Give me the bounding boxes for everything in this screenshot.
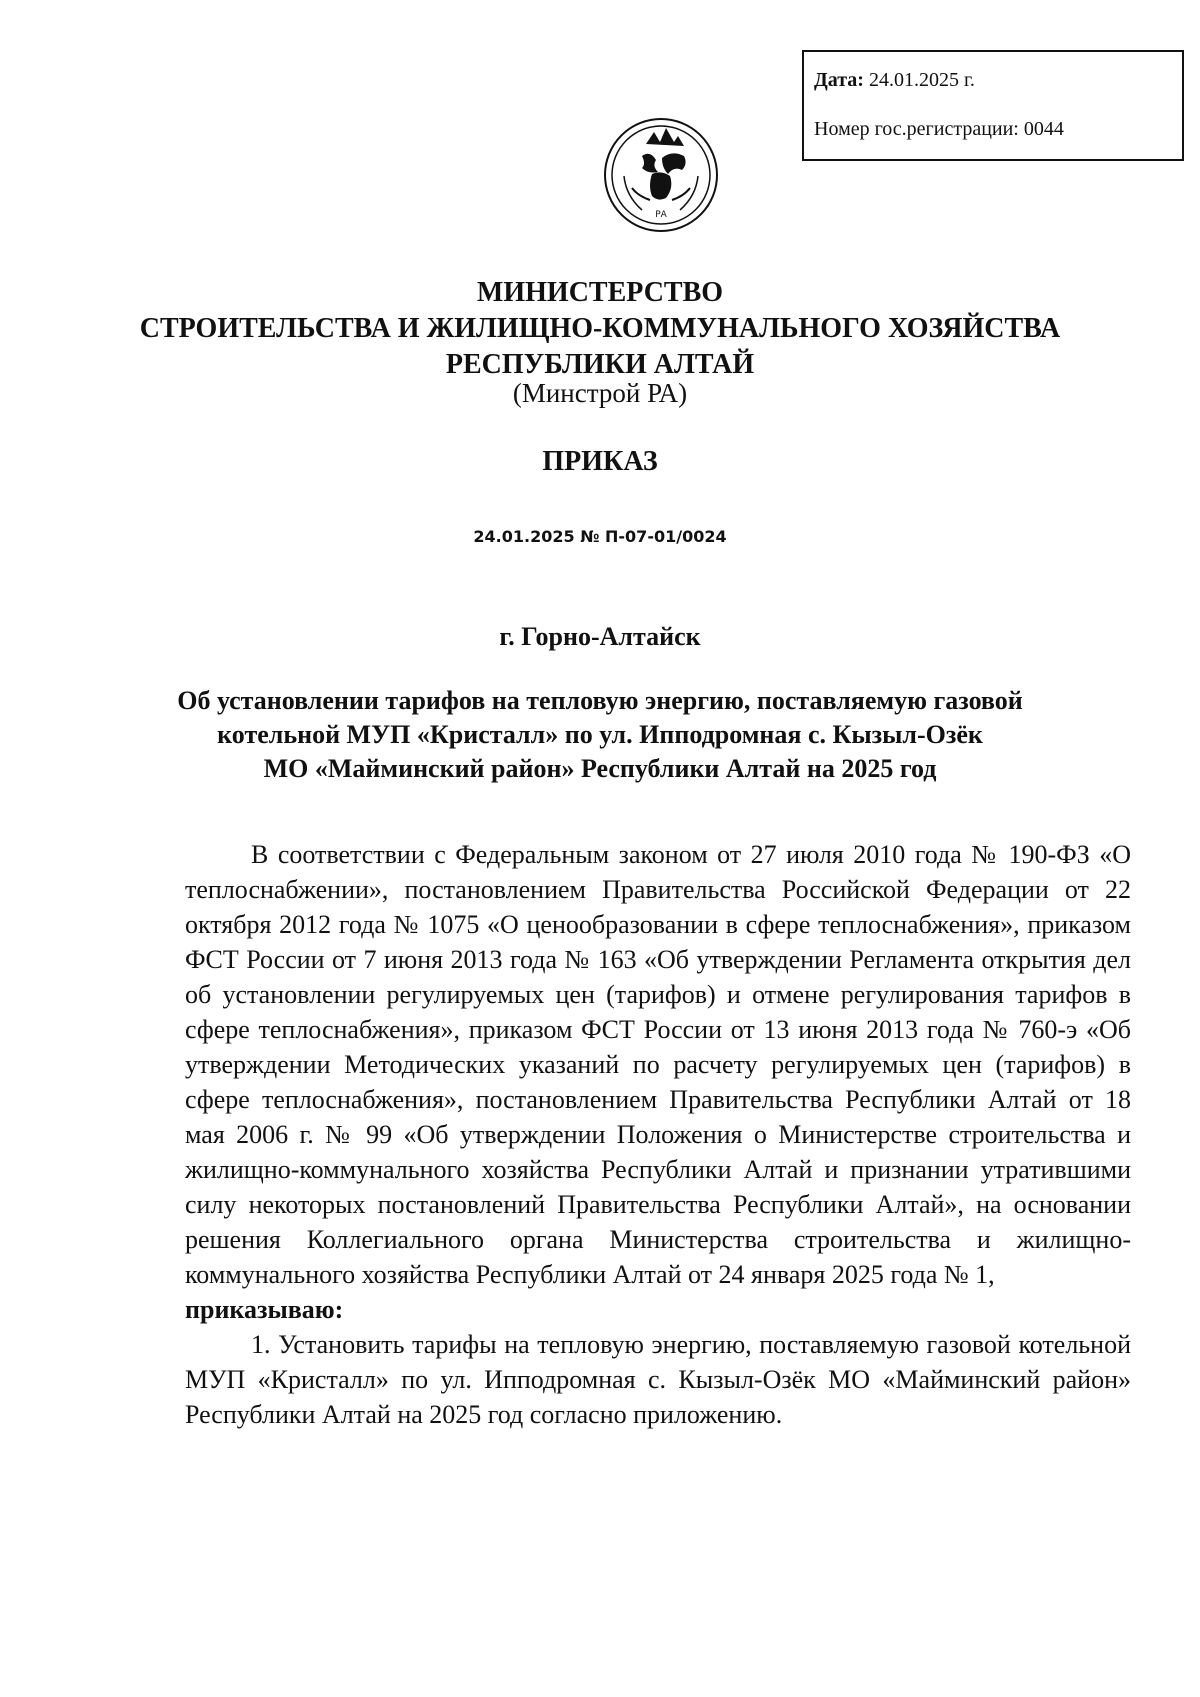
subject-line1: Об установлении тарифов на тепловую энергию, поставляемую газовой xyxy=(177,686,1023,715)
registration-number xyxy=(814,117,1172,141)
body-item-1: 1. Установить тарифы на тепловую энергию, поставляемую газовой котельной МУП «Кристалл» по ул. Ипподромная с. Кызыл-Озёк МО «Майминский район» Республики Алтай на 2025 год согласно приложению. xyxy=(185,1330,1131,1429)
registration-number-value: 0044 xyxy=(1023,118,1064,140)
svg-text:РА: РА xyxy=(655,210,667,220)
body-order-word: приказываю: xyxy=(185,1295,344,1324)
ministry-name-line1: МИНИСТЕРСТВО xyxy=(476,277,724,308)
document-body xyxy=(185,837,1131,1432)
registration-number-label: Номер гос.регистрации: xyxy=(814,118,1019,140)
coat-of-arms-icon xyxy=(602,116,720,234)
document-type: ПРИКАЗ xyxy=(542,446,658,477)
ministry-name-line2: СТРОИТЕЛЬСТВА И ЖИЛИЩНО-КОММУНАЛЬНОГО ХОЗЯЙСТВА xyxy=(139,313,1061,344)
body-preamble: В соответствии с Федеральным законом от 27 июля 2010 года № 190-ФЗ «О теплоснабжении», постановлением Правительства Российской Федерации от 22 октября 2012 года № 1075 «О ценообразовании в сфере теплоснабжения», приказом ФСТ России от 7 июня 2013 года № 163 «Об утверждении Регламента открытия дел об установлении регулируемых цен (тарифов) и отмене регулирования тарифов в сфере теплоснабжения», приказом ФСТ России от 13 июня 2013 года № 760-э «Об утверждении Методических указаний по расчету регулируемых цен (тарифов) в сфере теплоснабжения», постановлением Правительства Республики Алтай от 18 мая 2006 г. № 99 «Об утверждении Положения о Министерстве строительства и жилищно-коммунального хозяйства Республики Алтай и признании утратившими силу некоторых постановлений Правительства Республики Алтай», на основании решения Коллегиального органа Министерства строительства и жилищно-коммунального хозяйства Республики Алтай от 24 января 2025 года № 1, xyxy=(185,840,1131,1289)
subject-line2: котельной МУП «Кристалл» по ул. Ипподромная с. Кызыл-Озёк xyxy=(217,720,983,749)
registration-date xyxy=(814,68,1172,92)
document-city: г. Горно-Алтайск xyxy=(499,622,701,651)
subject-line3: МО «Майминский район» Республики Алтай на 2025 год xyxy=(263,754,937,783)
document-number: 24.01.2025 № П-07-01/0024 xyxy=(473,527,727,546)
document-subject xyxy=(0,684,1200,786)
registration-date-label: Дата: xyxy=(814,69,864,91)
ministry-name-line3: РЕСПУБЛИКИ АЛТАЙ xyxy=(445,349,755,380)
ministry-name xyxy=(0,275,1200,383)
registration-date-value: 24.01.2025 г. xyxy=(868,69,975,91)
registration-stamp xyxy=(802,50,1184,161)
ministry-short-name: (Минстрой РА) xyxy=(512,378,688,408)
